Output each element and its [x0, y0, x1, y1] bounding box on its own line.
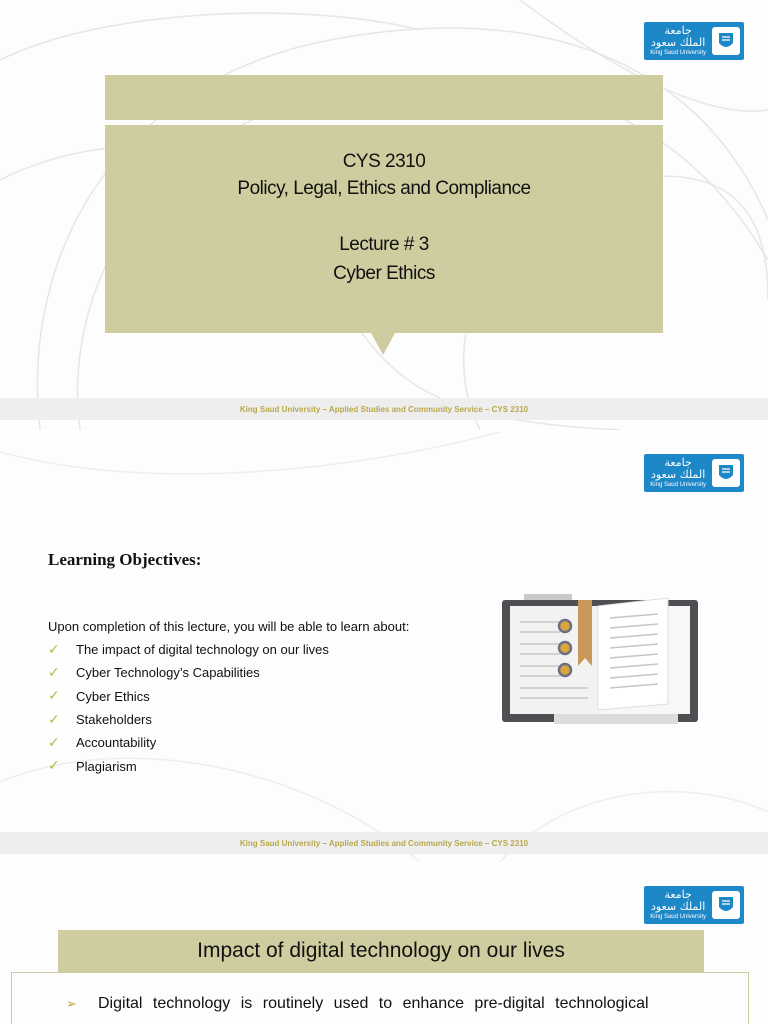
objectives-heading: Learning Objectives:	[48, 550, 202, 569]
slide2-footer: King Saud University – Applied Studies and Community Service – CYS 2310	[0, 832, 768, 854]
logo-arabic-line1: جامعة	[664, 456, 692, 470]
list-item	[48, 638, 478, 661]
logo-arabic-line2: الملك سعود	[651, 899, 706, 913]
objective-text: Cyber Ethics	[76, 688, 150, 704]
course-code: CYS 2310	[342, 151, 426, 172]
logo-english: King Saud University	[650, 914, 706, 921]
slide1-footer: King Saud University – Applied Studies and Community Service – CYS 2310	[0, 398, 768, 420]
objective-text: Cyber Technology’s Capabilities	[76, 665, 260, 681]
check-icon: ✓	[48, 734, 60, 751]
slide-impact	[0, 864, 768, 1024]
lecture-number: Lecture # 3	[339, 234, 429, 255]
ksu-logo	[644, 454, 744, 492]
title-box-pointer	[371, 333, 395, 355]
logo-arabic-line1: جامعة	[664, 888, 692, 902]
list-item	[48, 754, 478, 777]
impact-heading-bar	[58, 930, 704, 972]
logo-english: King Saud University	[650, 50, 706, 57]
slide-title	[0, 0, 768, 430]
arrow-bullet-icon: ➢	[66, 996, 77, 1012]
objectives-list	[48, 638, 478, 778]
objective-text: Accountability	[76, 735, 157, 751]
title-box	[105, 125, 663, 333]
ksu-logo	[644, 886, 744, 924]
impact-bullet-text: Digital technology is routinely used to enhance pre-digital technological	[98, 995, 649, 1012]
ksu-seal-icon	[712, 27, 740, 55]
check-icon: ✓	[48, 711, 60, 728]
objectives-intro: Upon completion of this lecture, you will be able to learn about:	[48, 619, 410, 634]
logo-arabic-line1: جامعة	[664, 24, 692, 38]
list-item	[48, 731, 478, 754]
slide-learning-objectives	[0, 432, 768, 862]
ksu-seal-icon	[712, 891, 740, 919]
open-book-icon	[500, 592, 700, 728]
impact-bullet	[66, 995, 649, 1013]
title-top-bar	[105, 75, 663, 120]
lecture-topic: Cyber Ethics	[333, 263, 435, 284]
list-item	[48, 685, 478, 708]
logo-english: King Saud University	[650, 482, 706, 489]
ksu-seal-icon	[712, 459, 740, 487]
ksu-logo	[644, 22, 744, 60]
objective-text: Plagiarism	[76, 758, 137, 774]
impact-content-box	[11, 972, 749, 1024]
check-icon: ✓	[48, 758, 60, 775]
check-icon: ✓	[48, 641, 60, 658]
impact-heading: Impact of digital technology on our lives	[197, 939, 565, 962]
list-item	[48, 708, 478, 731]
list-item	[48, 661, 478, 684]
objective-text: Stakeholders	[76, 712, 152, 728]
check-icon: ✓	[48, 664, 60, 681]
logo-arabic-line2: الملك سعود	[651, 35, 706, 49]
check-icon: ✓	[48, 688, 60, 705]
logo-arabic-line2: الملك سعود	[651, 467, 706, 481]
objective-text: The impact of digital technology on our lives	[76, 642, 329, 658]
course-title: Policy, Legal, Ethics and Compliance	[237, 178, 531, 199]
